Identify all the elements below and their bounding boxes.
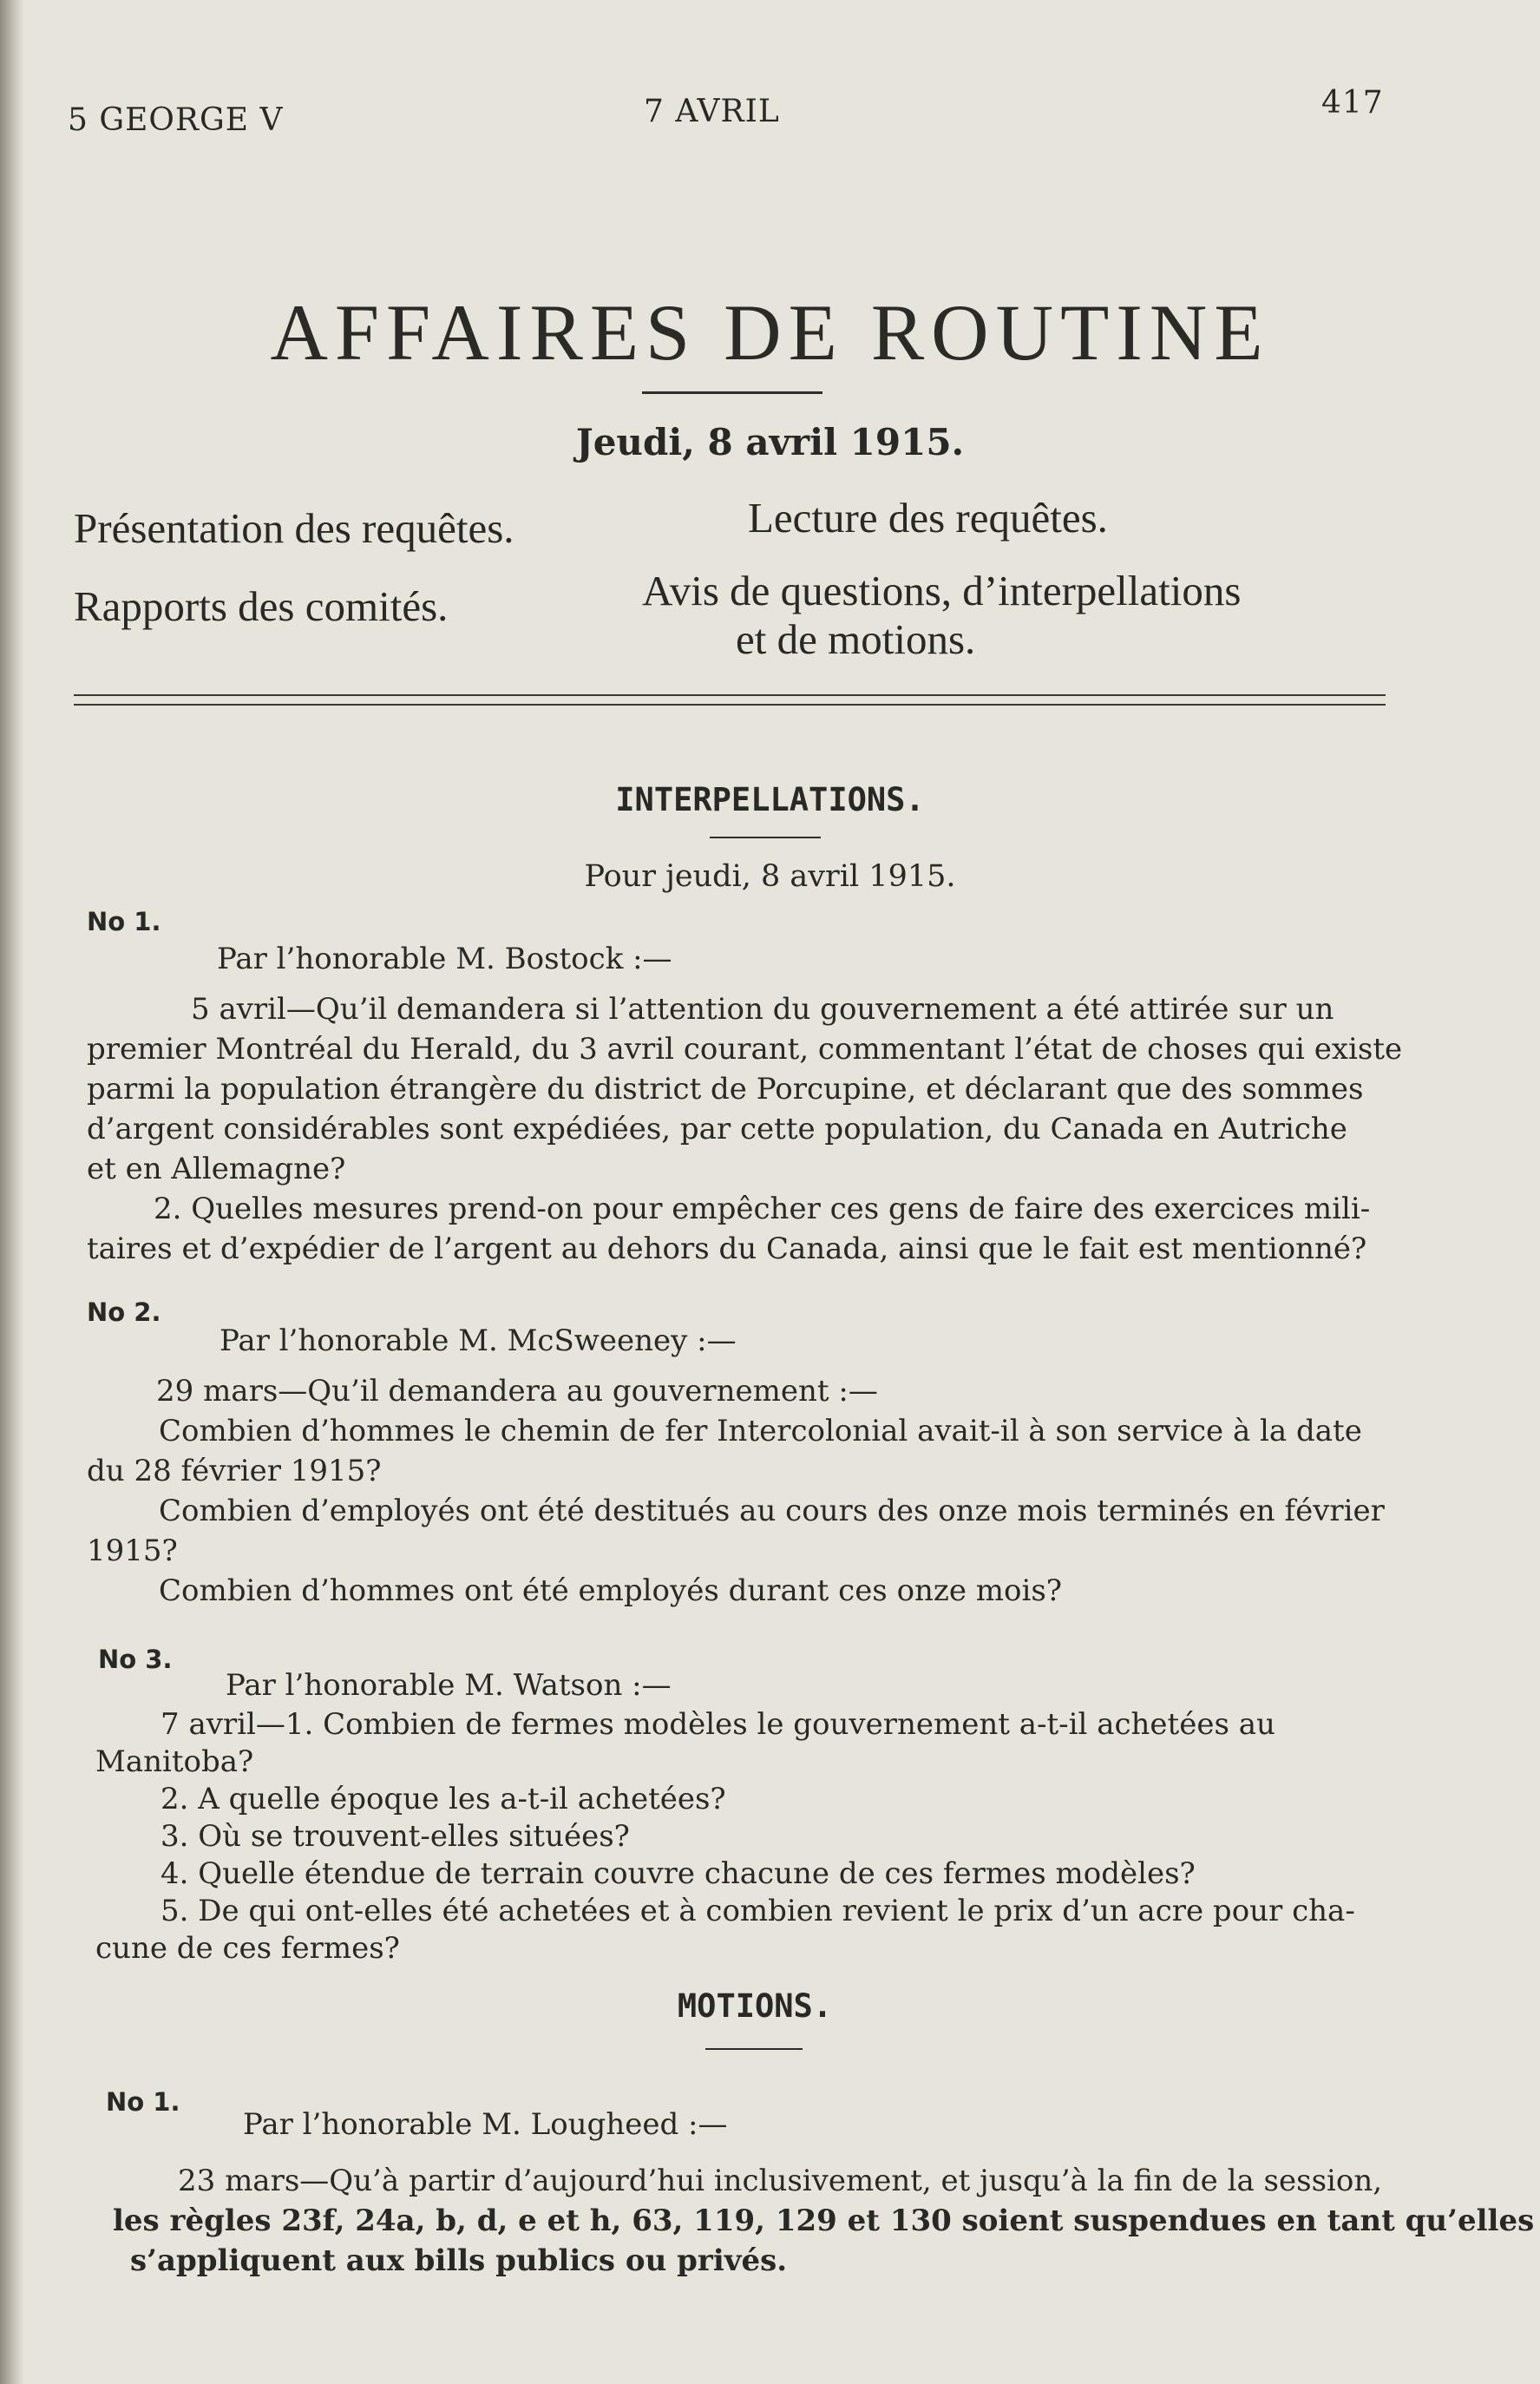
running-header-left: 5 GEORGE V — [68, 102, 284, 138]
text-line: parmi la population étrangère du district de Porcupine, et déclarant que des sommes — [87, 1072, 1364, 1107]
section-divider-bottom — [74, 704, 1386, 706]
text-line: Combien d’hommes le chemin de fer Intercolonial avait-il à son service à la date — [159, 1414, 1362, 1448]
text-line: 4. Quelle étendue de terrain couvre chacune de ces fermes modèles? — [161, 1856, 1196, 1891]
interpellation-number: No 2. — [87, 1297, 161, 1327]
text-line: 7 avril—1. Combien de fermes modèles le gouvernement a-t-il achetées au — [161, 1707, 1275, 1742]
title-rule — [642, 391, 822, 394]
interpellations-heading: INTERPELLATIONS. — [615, 781, 925, 818]
interpellation-text — [87, 1371, 1385, 1611]
text-line: Combien d’employés ont été destitués au cours des onze mois terminés en février — [159, 1494, 1385, 1528]
section-divider-top — [74, 694, 1386, 696]
motions-heading: MOTIONS. — [677, 1987, 833, 2025]
motion-number: No 1. — [106, 2087, 180, 2117]
interpellations-subheading: Pour jeudi, 8 avril 1915. — [584, 859, 956, 894]
text-line: 2. A quelle époque les a-t-il achetées? — [161, 1782, 726, 1816]
page-title: AFFAIRES DE ROUTINE — [270, 288, 1270, 377]
interpellation-text — [87, 989, 1402, 1269]
interpellation-number: No 1. — [87, 907, 161, 936]
text-line: taires et d’expédier de l’argent au dehors du Canada, ainsi que le fait est mentionné? — [87, 1231, 1367, 1266]
text-line: Manitoba? — [95, 1744, 254, 1779]
interpellation-author: Par l’honorable M. Bostock :— — [217, 942, 672, 976]
text-line: s’appliquent aux bills publics ou privés. — [130, 2243, 788, 2278]
interpellation-author: Par l’honorable M. McSweeney :— — [220, 1323, 737, 1358]
interpellation-author: Par l’honorable M. Watson :— — [226, 1668, 672, 1703]
order-avis-line1: Avis de questions, d’interpellations — [642, 567, 1242, 614]
motions-rule — [705, 2048, 803, 2050]
text-line: premier Montréal du Herald, du 3 avril courant, commentant l’état de choses qui existe — [87, 1032, 1403, 1067]
order-lecture: Lecture des requêtes. — [748, 494, 1108, 542]
text-line: Combien d’hommes ont été employés durant ces onze mois? — [159, 1573, 1063, 1608]
interpellations-rule — [710, 837, 821, 838]
text-line: 5 avril—Qu’il demandera si l’attention du gouvernement a été attirée sur un — [191, 992, 1334, 1027]
page-number: 417 — [1321, 85, 1384, 121]
text-line: les règles 23f, 24a, b, d, e et h, 63, 119, 129 et 130 soient suspendues en tant qu’elles — [113, 2203, 1535, 2238]
text-line: cune de ces fermes? — [95, 1931, 400, 1966]
text-line: 5. De qui ont-elles été achetées et à combien revient le prix d’un acre pour cha- — [161, 1894, 1355, 1928]
order-presentation: Présentation des requêtes. — [74, 504, 514, 552]
text-line: 29 mars—Qu’il demandera au gouvernement :— — [156, 1374, 878, 1409]
text-line: du 28 février 1915? — [87, 1454, 382, 1488]
motion-text — [113, 2161, 1534, 2281]
text-line: 1915? — [87, 1534, 178, 1568]
order-rapports: Rapports des comités. — [74, 582, 449, 630]
text-line: 23 mars—Qu’à partir d’aujourd’hui inclusivement, et jusqu’à la fin de la session, — [178, 2164, 1383, 2198]
text-line: 3. Où se trouvent-elles situées? — [161, 1819, 630, 1854]
motion-author: Par l’honorable M. Lougheed :— — [243, 2107, 728, 2142]
interpellation-text — [95, 1706, 1355, 1967]
running-header-center: 7 AVRIL — [644, 94, 780, 129]
sitting-date: Jeudi, 8 avril 1915. — [575, 421, 965, 463]
text-line: d’argent considérables sont expédiées, par cette population, du Canada en Autriche — [87, 1112, 1347, 1146]
interpellation-number: No 3. — [98, 1645, 173, 1674]
text-line: et en Allemagne? — [87, 1152, 346, 1186]
text-line: 2. Quelles mesures prend-on pour empêcher ces gens de faire des exercices mili- — [154, 1192, 1371, 1226]
order-avis-line2: et de motions. — [736, 615, 976, 663]
